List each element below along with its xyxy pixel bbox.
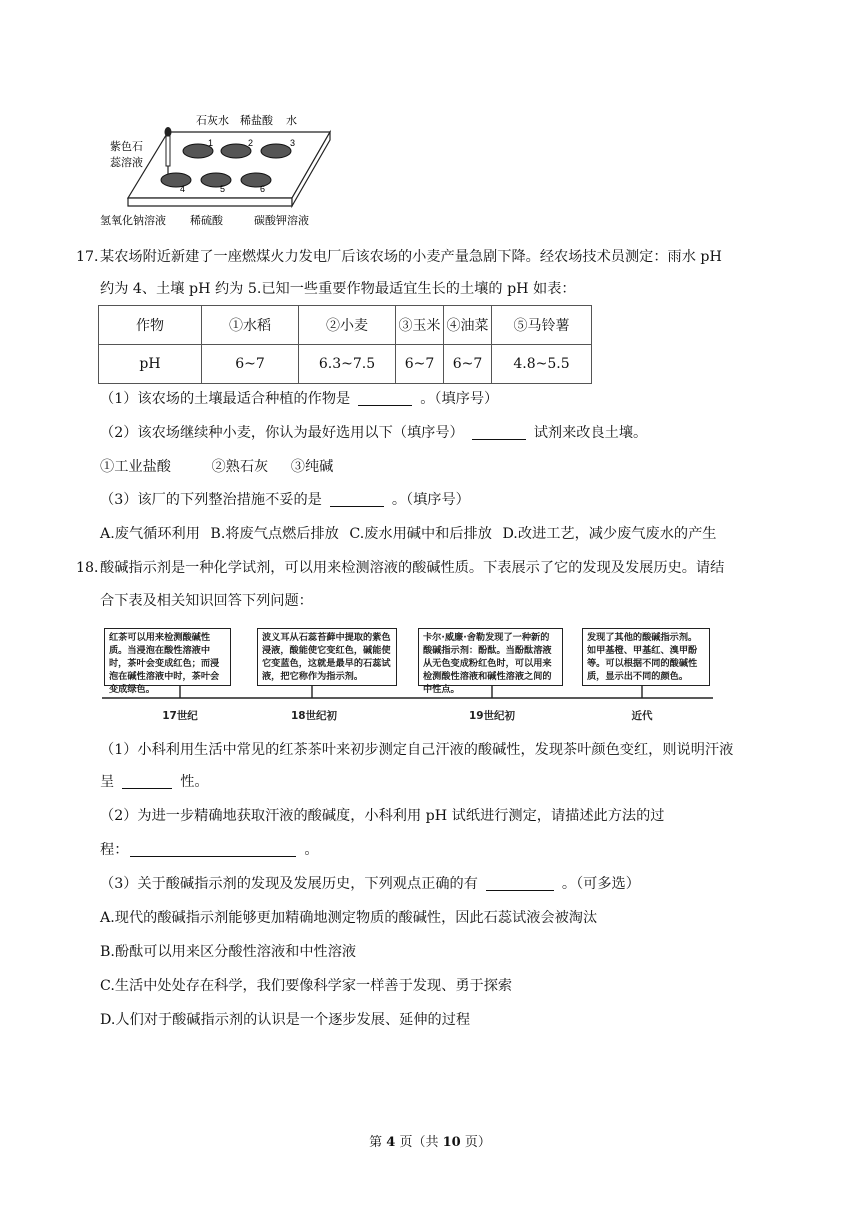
- question-18-sub1-hint: 性。: [180, 774, 209, 790]
- page-footer-middle: 页（共: [399, 1135, 439, 1150]
- table-cell: ④油菜: [444, 306, 492, 345]
- spot-plate-diagram: [96, 106, 336, 232]
- question-17-sub2-text: （2）该农场继续种小麦，你认为最好选用以下（填序号）: [100, 425, 464, 441]
- table-row: [99, 345, 592, 384]
- question-18-sub1-line2: [100, 772, 800, 792]
- answer-blank[interactable]: [130, 842, 296, 857]
- table-cell: 作物: [99, 306, 202, 345]
- question-17-sub1: [100, 389, 800, 409]
- label-water: 水: [286, 114, 297, 127]
- option-item: D.改进工艺，减少废气废水的产生: [502, 526, 717, 542]
- question-17-sub3: [100, 490, 800, 510]
- answer-blank[interactable]: [122, 774, 172, 789]
- option-item: C.废水用碱中和后排放: [349, 526, 492, 542]
- table-cell: 6~7: [396, 345, 444, 384]
- well-number-2: 2: [248, 138, 254, 148]
- question-17-sub3-text: （3）该厂的下列整治措施不妥的是: [100, 492, 322, 508]
- option-item: A.废气循环利用: [100, 526, 200, 542]
- well-number-3: 3: [290, 138, 296, 148]
- answer-blank[interactable]: [330, 492, 384, 507]
- timeline-label-17th-century: 17世纪: [162, 710, 198, 722]
- timeline-box-modern: 发现了其他的酸碱指示剂。如甲基橙、甲基红、溴甲酚等。可以根据不同的酸碱性质，显示出不同的颜色。: [582, 628, 710, 686]
- page-footer-prefix: 第: [369, 1135, 383, 1150]
- table-cell: ⑤马铃薯: [492, 306, 592, 345]
- answer-blank[interactable]: [472, 425, 526, 440]
- label-limewater: 石灰水: [196, 114, 229, 127]
- question-17-options: [100, 524, 800, 544]
- reagent-option: ③纯碱: [290, 459, 334, 475]
- label-dilute-hcl: 稀盐酸: [240, 114, 273, 127]
- label-naoh: 氢氧化钠溶液: [100, 214, 166, 227]
- table-cell: 6~7: [202, 345, 299, 384]
- timeline-box-early-19th-century: 卡尔·威廉·舍勒发现了一种新的酸碱指示剂：酚酞。当酚酞溶液从无色变成粉红色时，可以用来检测酸性溶液和碱性溶液之间的中性点。: [418, 628, 563, 686]
- table-cell: pH: [99, 345, 202, 384]
- table-cell: ①水稻: [202, 306, 299, 345]
- label-dilute-h2so4: 稀硫酸: [190, 214, 223, 227]
- table-row: [99, 306, 592, 345]
- option-item: B.酚酞可以用来区分酸性溶液和中性溶液: [100, 944, 357, 960]
- question-17-sub1-hint: 。（填序号）: [420, 391, 499, 407]
- page-footer-suffix: 页）: [464, 1135, 491, 1150]
- well-number-6: 6: [260, 184, 266, 194]
- question-18-number: 18．: [76, 560, 109, 576]
- well-number-1: 1: [208, 138, 214, 148]
- question-18-sub1-line1: （1）小科利用生活中常见的红茶茶叶来初步测定自己汗液的酸碱性，发现茶叶颜色变红，则说明汗液: [100, 742, 734, 758]
- question-17-sub1-text: （1）该农场的土壤最适合种植的作物是: [100, 391, 351, 407]
- timeline-label-modern: 近代: [631, 710, 653, 722]
- question-17-stem-line2: 约为 4、土壤 pH 约为 5.已知一些重要作物最适宜生长的土壤的 pH 如表：: [100, 281, 576, 297]
- well-number-4: 4: [180, 184, 186, 194]
- label-litmus-line1: 紫色石: [110, 140, 143, 153]
- well-number-5: 5: [220, 184, 226, 194]
- timeline-label-early-19th-century: 19世纪初: [468, 710, 516, 722]
- question-18-stem-line2: 合下表及相关知识回答下列问题：: [100, 593, 313, 609]
- question-18-sub3: [100, 874, 800, 894]
- page-number: 4: [386, 1135, 396, 1150]
- timeline-box-early-18th-century: 波义耳从石蕊苔藓中提取的紫色浸液，酸能使它变红色，碱能使它变蓝色，这就是最早的石蕊试液，把它称作为指示剂。: [257, 628, 397, 686]
- table-cell: 6~7: [444, 345, 492, 384]
- spot-plate-figure: [96, 106, 336, 232]
- timeline-box-17th-century: 红茶可以用来检测酸碱性质。当浸泡在酸性溶液中时，茶叶会变成红色；而浸泡在碱性溶液中时，茶叶会变成绿色。: [104, 628, 231, 686]
- page-total: 10: [442, 1135, 461, 1150]
- question-17-stem-line1: 某农场附近新建了一座燃煤火力发电厂后该农场的小麦产量急剧下降。经农场技术员测定：雨水 pH: [100, 249, 722, 265]
- question-18-sub2-hint: 。: [304, 842, 319, 858]
- question-18-stem-line1: 酸碱指示剂是一种化学试剂，可以用来检测溶液的酸碱性质。下表展示了它的发现及发展历史。请结: [100, 560, 725, 576]
- table-cell: ②小麦: [299, 306, 396, 345]
- reagent-option: ②熟石灰: [211, 459, 269, 475]
- page-footer: [0, 1131, 860, 1150]
- option-item: C.生活中处处存在科学，我们要像科学家一样善于发现、勇于探索: [100, 978, 513, 994]
- question-17-sub3-hint: 。（填序号）: [391, 492, 470, 508]
- option-item: A.现代的酸碱指示剂能够更加精确地测定物质的酸碱性，因此石蕊试液会被淘汰: [100, 910, 598, 926]
- indicator-history-timeline: [100, 624, 715, 722]
- question-18-sub2-line1: （2）为进一步精确地获取汗液的酸碱度，小科利用 pH 试纸进行测定，请描述此方法的过: [100, 808, 665, 824]
- timeline-label-early-18th-century: 18世纪初: [290, 710, 338, 722]
- option-item: B.将废气点燃后排放: [210, 526, 339, 542]
- reagent-options: [100, 457, 800, 477]
- answer-blank[interactable]: [486, 876, 554, 891]
- table-cell: 4.8~5.5: [492, 345, 592, 384]
- question-18-sub2-line2: [100, 840, 800, 860]
- question-17-number: 17．: [76, 249, 109, 265]
- reagent-option: ①工业盐酸: [100, 459, 171, 475]
- label-k2co3: 碳酸钾溶液: [254, 214, 309, 227]
- question-17-sub2-hint: 试剂来改良土壤。: [533, 425, 648, 441]
- table-cell: 6.3~7.5: [299, 345, 396, 384]
- ph-table: [98, 305, 592, 384]
- option-item: D.人们对于酸碱指示剂的认识是一个逐步发展、延伸的过程: [100, 1012, 471, 1028]
- question-18-sub1-text: 呈: [100, 774, 115, 790]
- question-17-sub2: [100, 423, 800, 443]
- table-cell: ③玉米: [396, 306, 444, 345]
- question-18-sub3-text: （3）关于酸碱指示剂的发现及发展历史，下列观点正确的有: [100, 876, 478, 892]
- answer-blank[interactable]: [358, 391, 412, 406]
- question-18-sub3-hint: 。（可多选）: [561, 876, 640, 892]
- label-litmus-line2: 蕊溶液: [110, 156, 143, 169]
- question-18-sub2-text: 程：: [100, 842, 129, 858]
